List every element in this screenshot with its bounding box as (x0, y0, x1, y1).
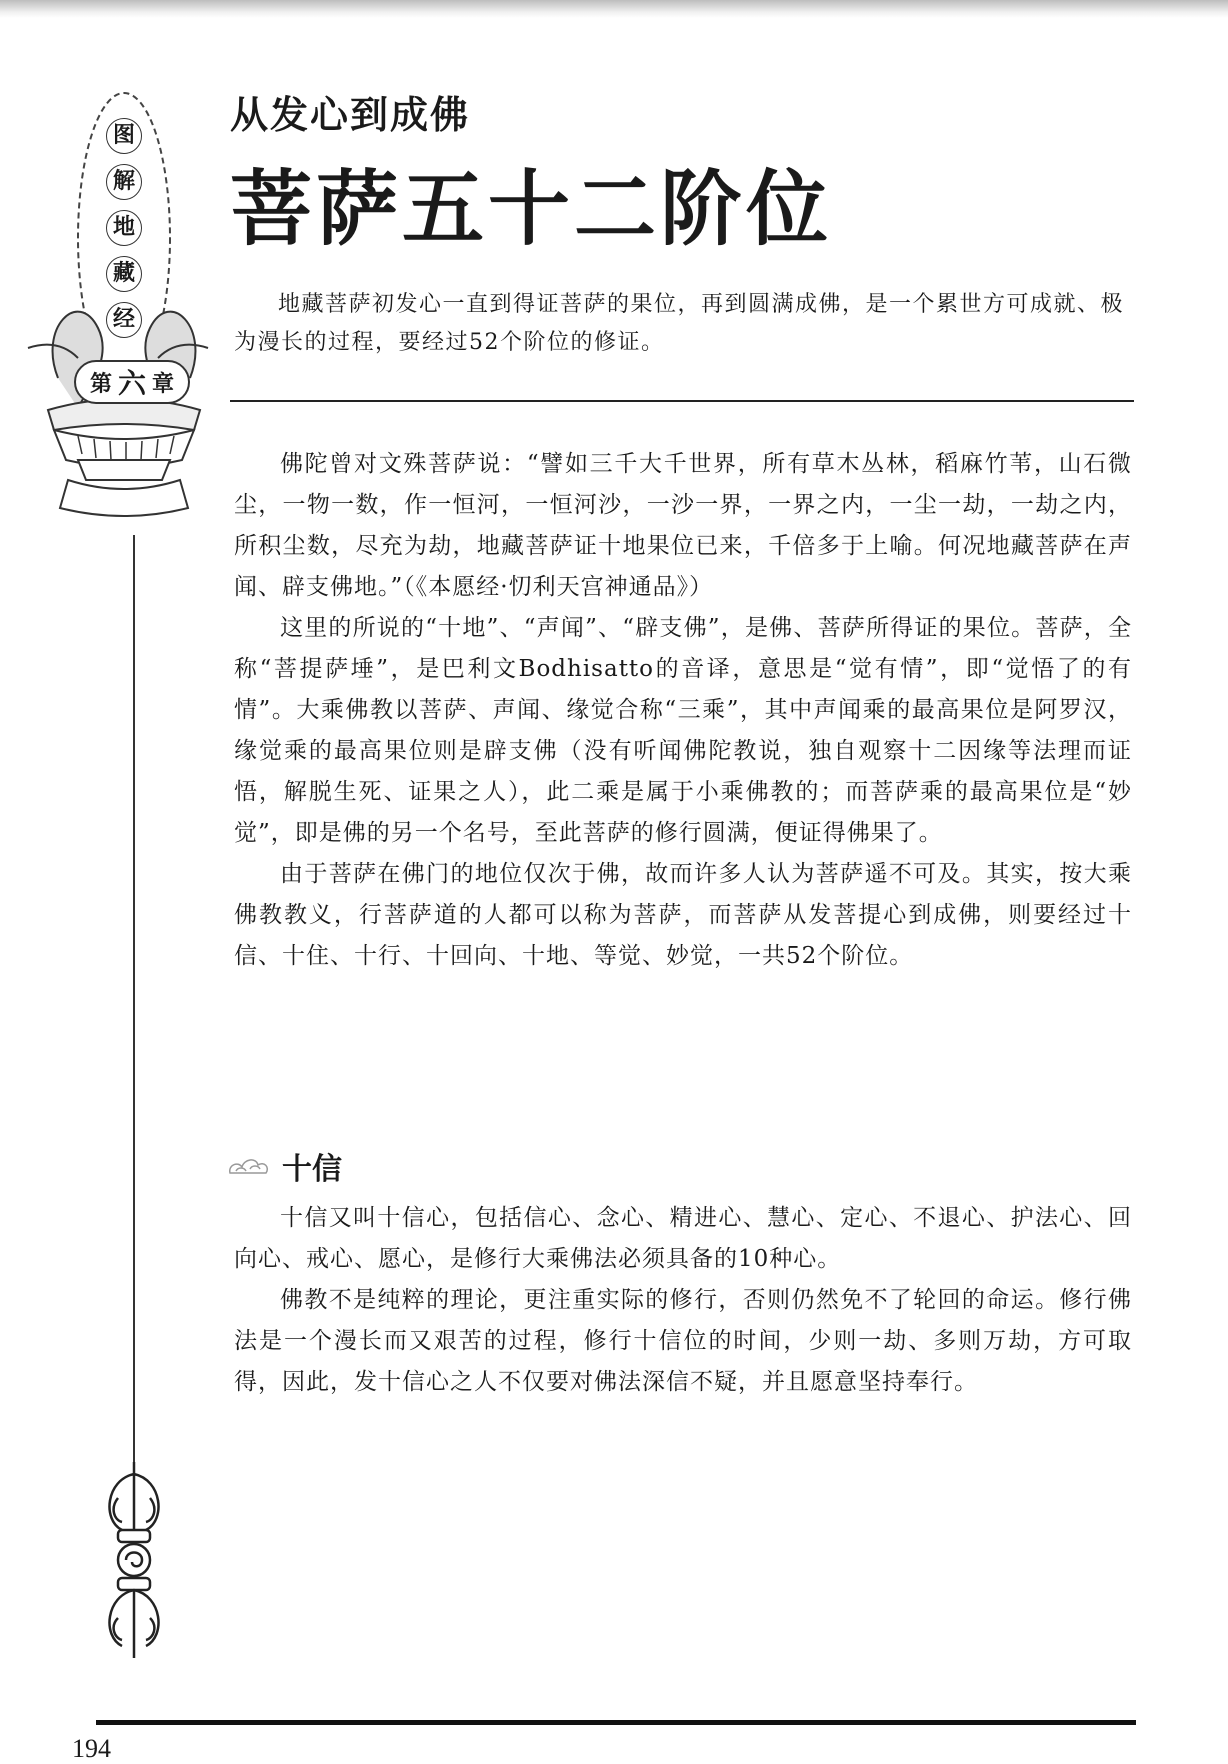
main-text (234, 444, 1132, 977)
intro-divider (230, 400, 1134, 402)
book-title-char: 地 (106, 210, 142, 246)
section-heading (226, 1144, 342, 1188)
body-paragraph: 十信又叫十信心，包括信心、念心、精进心、慧心、定心、不退心、护法心、回向心、戒心、愿心，是修行大乘佛法必须具备的10种心。 (234, 1205, 1132, 1272)
book-title-vertical (104, 118, 144, 338)
page-subtitle: 从发心到成佛 (230, 93, 471, 137)
chapter-suffix: 章 (152, 371, 175, 397)
cloud-icon (226, 1151, 272, 1181)
vajra-icon (96, 1460, 172, 1660)
left-margin-rule (133, 535, 135, 1465)
book-title-char: 图 (106, 118, 142, 154)
section-text (234, 1198, 1132, 1403)
section-title: 十信 (282, 1152, 342, 1187)
body-paragraph: 佛教不是纯粹的理论，更注重实际的修行，否则仍然免不了轮回的命运。修行佛法是一个漫长而又艰苦的过程，修行十信位的时间，少则一劫、多则万劫，方可取得，因此，发十信心之人不仅要对佛法深信不疑，并且愿意坚持奉行。 (234, 1287, 1132, 1395)
page-number: 194 (72, 1734, 111, 1763)
page-title: 菩萨五十二阶位 (230, 162, 833, 257)
intro-paragraph: 地藏菩萨初发心一直到得证菩萨的果位，再到圆满成佛，是一个累世方可成就、极为漫长的过程，要经过52个阶位的修证。 (234, 292, 1125, 355)
footer-rule (96, 1720, 1136, 1725)
chapter-number: 六 (117, 367, 146, 400)
body-paragraph: 这里的所说的“十地”、“声闻”、“辟支佛”，是佛、菩萨所得证的果位。菩萨，全称“菩提萨埵”，是巴利文Bodhisatto的音译，意思是“觉有情”，即“觉悟了的有情”。大乘佛教以菩萨、声闻、缘觉合称“三乘”，其中声闻乘的最高果位是阿罗汉，缘觉乘的最高果位则是辟支佛（没有听闻佛陀教说，独自观察十二因缘等法理而证悟，解脱生死、证果之人），此二乘是属于小乘佛教的；而菩萨乘的最高果位是“妙觉”，即是佛的另一个名号，至此菩萨的修行圆满，便证得佛果了。 (234, 615, 1132, 846)
body-paragraph: 佛陀曾对文殊菩萨说：“譬如三千大千世界，所有草木丛林，稻麻竹苇，山石微尘，一物一数，作一恒河，一恒河沙，一沙一界，一界之内，一尘一劫，一劫之内，所积尘数，尽充为劫，地藏菩萨证十地果位已来，千倍多于上喻。何况地藏菩萨在声闻、辟支佛地。”（《本愿经·忉利天宫神通品》） (234, 451, 1132, 600)
scan-edge-shadow (0, 0, 1228, 18)
book-title-char: 藏 (106, 256, 142, 292)
body-paragraph: 由于菩萨在佛门的地位仅次于佛，故而许多人认为菩萨遥不可及。其实，按大乘佛教教义，行菩萨道的人都可以称为菩萨，而菩萨从发菩提心到成佛，则要经过十信、十住、十行、十回向、十地、等觉、妙觉，一共52个阶位。 (234, 861, 1132, 969)
book-title-char: 解 (106, 164, 142, 200)
book-title-char: 经 (106, 302, 142, 338)
chapter-badge (74, 360, 190, 404)
chapter-prefix: 第 (89, 371, 112, 397)
